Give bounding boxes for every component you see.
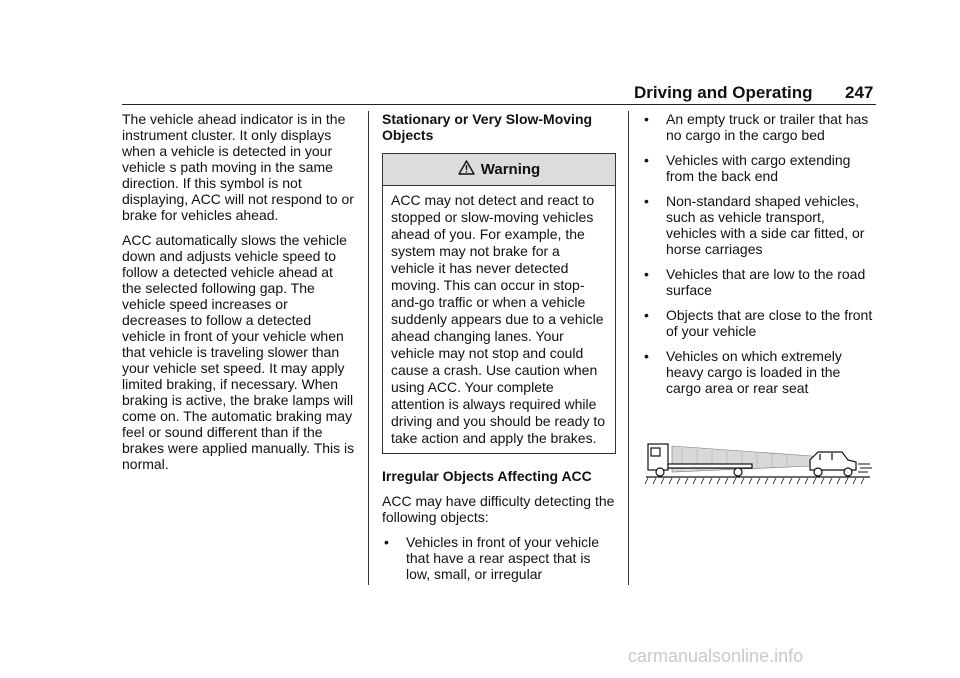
list-item xyxy=(642,307,878,339)
warning-box xyxy=(382,153,616,454)
bullet-marker: • xyxy=(644,266,649,282)
list-item-text: Non-standard shaped vehicles, such as vehicle transport, vehicles with a side car fitted, or horse carriages xyxy=(666,193,865,257)
column-3 xyxy=(642,111,878,405)
column-2 xyxy=(382,111,616,591)
list-item xyxy=(382,534,616,582)
list-item xyxy=(642,111,878,143)
car-icon xyxy=(810,452,856,476)
ground-hatching xyxy=(645,478,864,484)
list-item-text: Vehicles in front of your vehicle that have a rear aspect that is low, small, or irregular xyxy=(406,534,599,582)
list-item-text: An empty truck or trailer that has no cargo in the cargo bed xyxy=(666,111,869,143)
list-item-text: Vehicles that are low to the road surface xyxy=(666,266,866,298)
bullet-marker: • xyxy=(644,152,649,168)
list-item xyxy=(642,348,878,396)
bullet-marker: • xyxy=(644,193,649,209)
header-rule xyxy=(122,104,876,105)
list-item xyxy=(642,193,878,257)
column-divider-left xyxy=(368,111,369,585)
paragraph-acc-slowing: ACC automatically slows the vehicle down and adjusts vehicle speed to follow a detected vehicle ahead at the selected following gap. The vehicle speed increases or decreases to follow a detected vehicle in front of your vehicle when that vehicle is traveling slower than your vehicle set speed. It may apply limited braking, if necessary. When braking is active, the brake lamps will come on. The automatic braking may feel or sound different than if the brakes were applied manually. This is normal. xyxy=(122,232,355,472)
column-divider-right xyxy=(628,111,629,585)
heading-irregular-objects: Irregular Objects Affecting ACC xyxy=(382,468,592,484)
list-item-text: Objects that are close to the front of your vehicle xyxy=(666,307,873,339)
motion-lines xyxy=(858,464,872,472)
watermark: carmanualsonline.info xyxy=(628,646,804,666)
warning-title: Warning xyxy=(480,160,541,178)
section-title: Driving and Operating xyxy=(634,83,813,102)
warning-body: ACC may not detect and react to stopped or slow-moving vehicles ahead of you. For example, the system may not brake for a vehicle it has never detected moving. This can occur in stop-and-go traffic or when a vehicle suddenly appears due to a vehicle ahead changing lanes. Your vehicle may not stop and could cause a crash. Use caution when using ACC. Your complete attention is always required while driving and you should be ready to take action and apply the brakes. xyxy=(391,192,606,446)
list-item-text: Vehicles on which extremely heavy cargo is loaded in the cargo area or rear seat xyxy=(666,348,842,396)
list-item xyxy=(642,266,878,298)
column-1 xyxy=(122,111,356,481)
acc-irregular-object-illustration xyxy=(642,432,874,488)
heading-stationary-objects: Stationary or Very Slow-Moving Objects xyxy=(382,111,593,143)
warning-header xyxy=(383,154,615,186)
paragraph-indicator: The vehicle ahead indicator is in the instrument cluster. It only displays when a vehicle is detected in your vehicle s path moving in the same direction. If this symbol is not displaying, ACC will not respond to or brake for vehicles ahead. xyxy=(122,111,354,223)
page-number: 247 xyxy=(845,83,874,102)
warning-triangle-icon xyxy=(458,160,475,179)
bullet-marker: • xyxy=(644,111,649,127)
list-item xyxy=(642,152,878,184)
list-item-text: Vehicles with cargo extending from the back end xyxy=(666,152,851,184)
bullet-marker: • xyxy=(384,534,389,550)
paragraph-intro: ACC may have difficulty detecting the following objects: xyxy=(382,493,615,525)
bullet-marker: • xyxy=(644,348,649,364)
bullet-marker: • xyxy=(644,307,649,323)
